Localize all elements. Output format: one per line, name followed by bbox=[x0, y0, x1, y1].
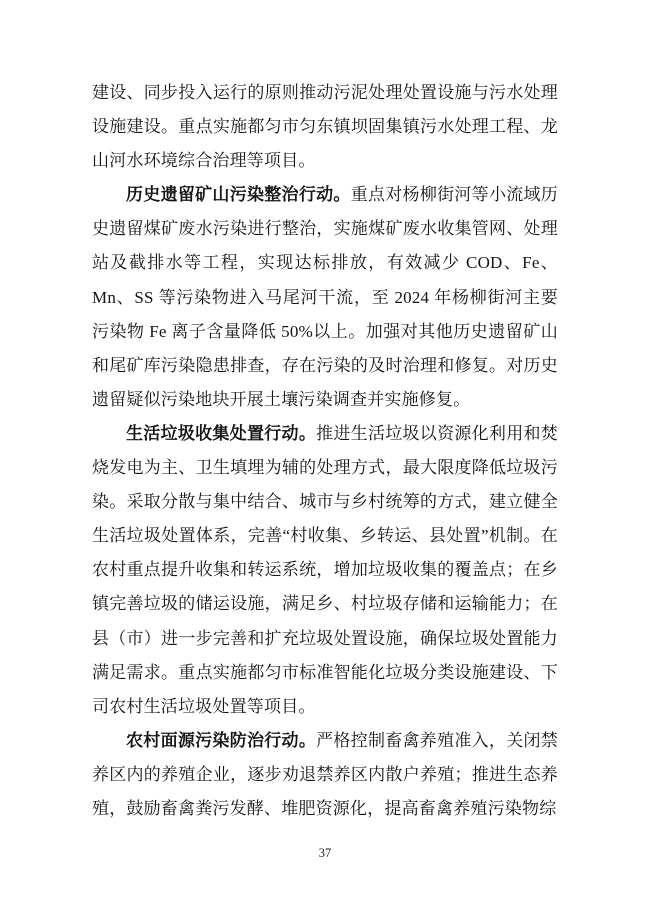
paragraph-text: 推进生活垃圾以资源化利用和焚烧发电为主、卫生填埋为辅的处理方式，最大限度降低垃圾污染。采取分散与集中结合、城市与乡村统筹的方式，建立健全生活垃圾处置体系，完善“村收集、乡转运、县处置”机制。在农村重点提升收集和转运系统，增加垃圾收集的覆盖点；在乡镇完善垃圾的储运设施，满足乡、村垃圾存储和运输能力；在县（市）进一步完善和扩充垃圾处置设施，确保垃圾处置能力满足需求。重点实施都匀市标准智能化垃圾分类设施建设、下司农村生活垃圾处置等项目。 bbox=[92, 423, 558, 716]
paragraph-text: 严格控制畜禽养殖准入，关闭禁养区内的养殖企业，逐步劝退禁养区内散户养殖；推进生态养殖，鼓励畜禽粪污发酵、堆肥资源化，提高畜禽养殖污染物综 bbox=[92, 730, 558, 818]
paragraph-continuation bbox=[92, 76, 558, 178]
page-number: 37 bbox=[318, 846, 332, 860]
paragraph-waste-collection-action bbox=[92, 417, 558, 724]
paragraph-text: 重点对杨柳街河等小流域历史遗留煤矿废水污染进行整治，实施煤矿废水收集管网、处理站及截排水等工程，实现达标排放，有效减少 COD、Fe、Mn、SS 等污染物进入马尾河干流，至 2024 年杨柳街河主要污染物 Fe 离子含量降低 50%以上。加强对其他历史遗留矿山和尾矿库污染隐患排查，存在污染的及时治理和修复。对历史遗留疑似污染地块开展土壤污染调查并实施修复。 bbox=[92, 185, 558, 409]
paragraph-text: 建设、同步投入运行的原则推动污泥处理处置设施与污水处理设施建设。重点实施都匀市匀东镇坝固集镇污水处理工程、龙山河水环境综合治理等项目。 bbox=[92, 83, 558, 171]
paragraph-rural-pollution-action bbox=[92, 724, 558, 826]
paragraph-lead: 生活垃圾收集处置行动。 bbox=[126, 423, 317, 443]
paragraph-lead: 农村面源污染防治行动。 bbox=[126, 730, 317, 750]
page-body-text bbox=[92, 76, 558, 826]
paragraph-lead: 历史遗留矿山污染整治行动。 bbox=[126, 185, 351, 205]
paragraph-mine-pollution-action bbox=[92, 178, 558, 417]
